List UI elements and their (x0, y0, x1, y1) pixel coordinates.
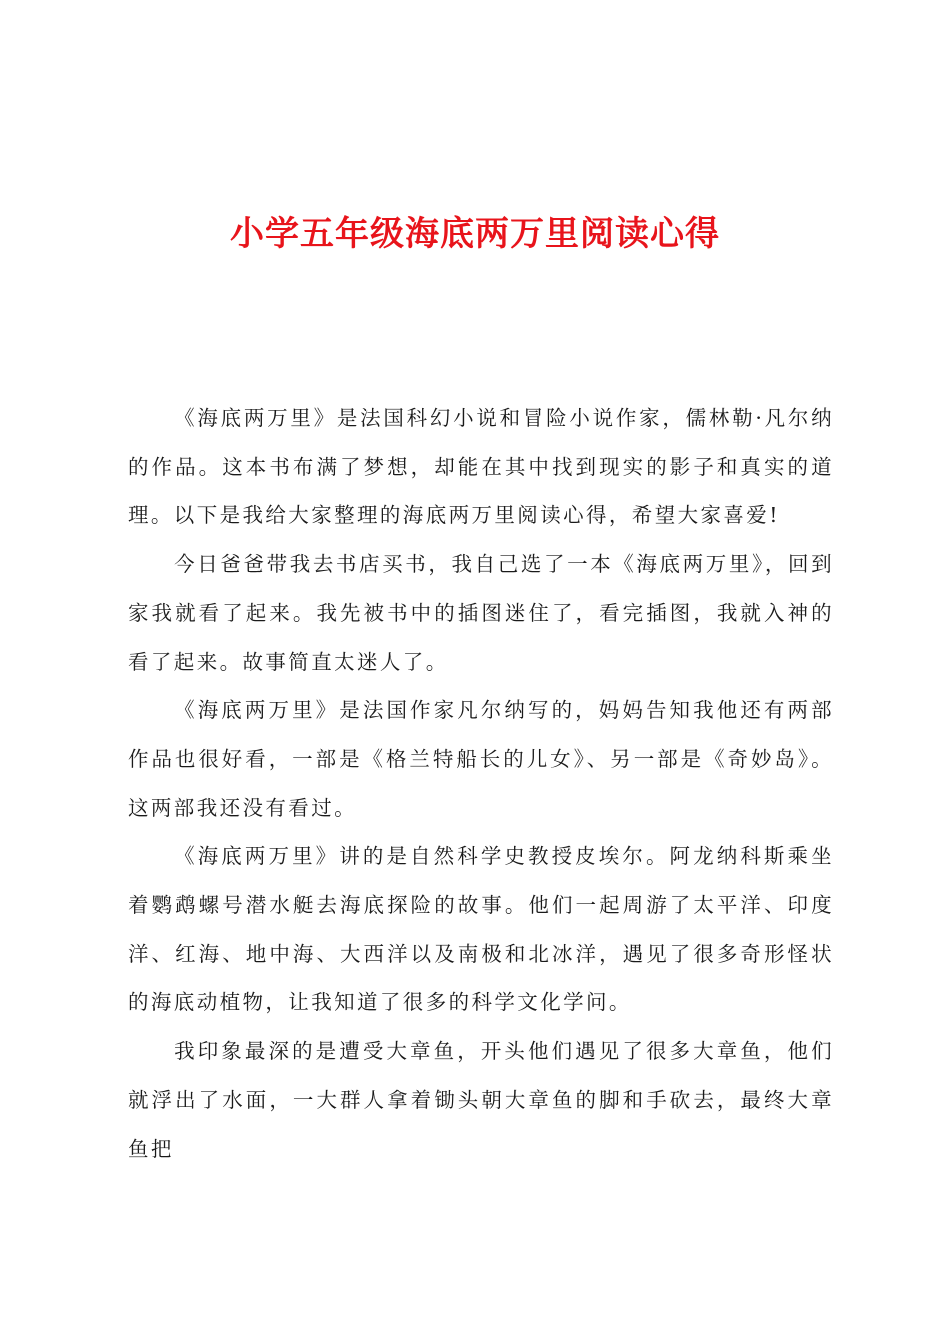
paragraph-intro: 《海底两万里》是法国科幻小说和冒险小说作家，儒林勒·凡尔纳的作品。这本书布满了梦想，却能在其中找到现实的影子和真实的道理。以下是我给大家整理的海底两万里阅读心得，希望大家喜爱! (128, 406, 834, 528)
paragraph-author: 《海底两万里》是法国作家凡尔纳写的，妈妈告知我他还有两部作品也很好看，一部是《格兰特船长的儿女》、另一部是《奇妙岛》。这两部我还没有看过。 (128, 698, 834, 820)
paragraph-story: 《海底两万里》讲的是自然科学史教授皮埃尔。阿龙纳科斯乘坐着鹦鹉螺号潜水艇去海底探险的故事。他们一起周游了太平洋、印度洋、红海、地中海、大西洋以及南极和北冰洋，遇见了很多奇形怪状的海底动植物，让我知道了很多的科学文化学问。 (128, 844, 834, 1015)
paragraph-bookstore: 今日爸爸带我去书店买书，我自己选了一本《海底两万里》，回到家我就看了起来。我先被书中的插图迷住了，看完插图，我就入神的看了起来。故事简直太迷人了。 (128, 552, 834, 674)
paragraph-octopus: 我印象最深的是遭受大章鱼，开头他们遇见了很多大章鱼，他们就浮出了水面，一大群人拿着锄头朝大章鱼的脚和手砍去，最终大章鱼把 (128, 1039, 834, 1161)
document-body (128, 394, 834, 1173)
document-title: 小学五年级海底两万里阅读心得 (230, 214, 720, 254)
